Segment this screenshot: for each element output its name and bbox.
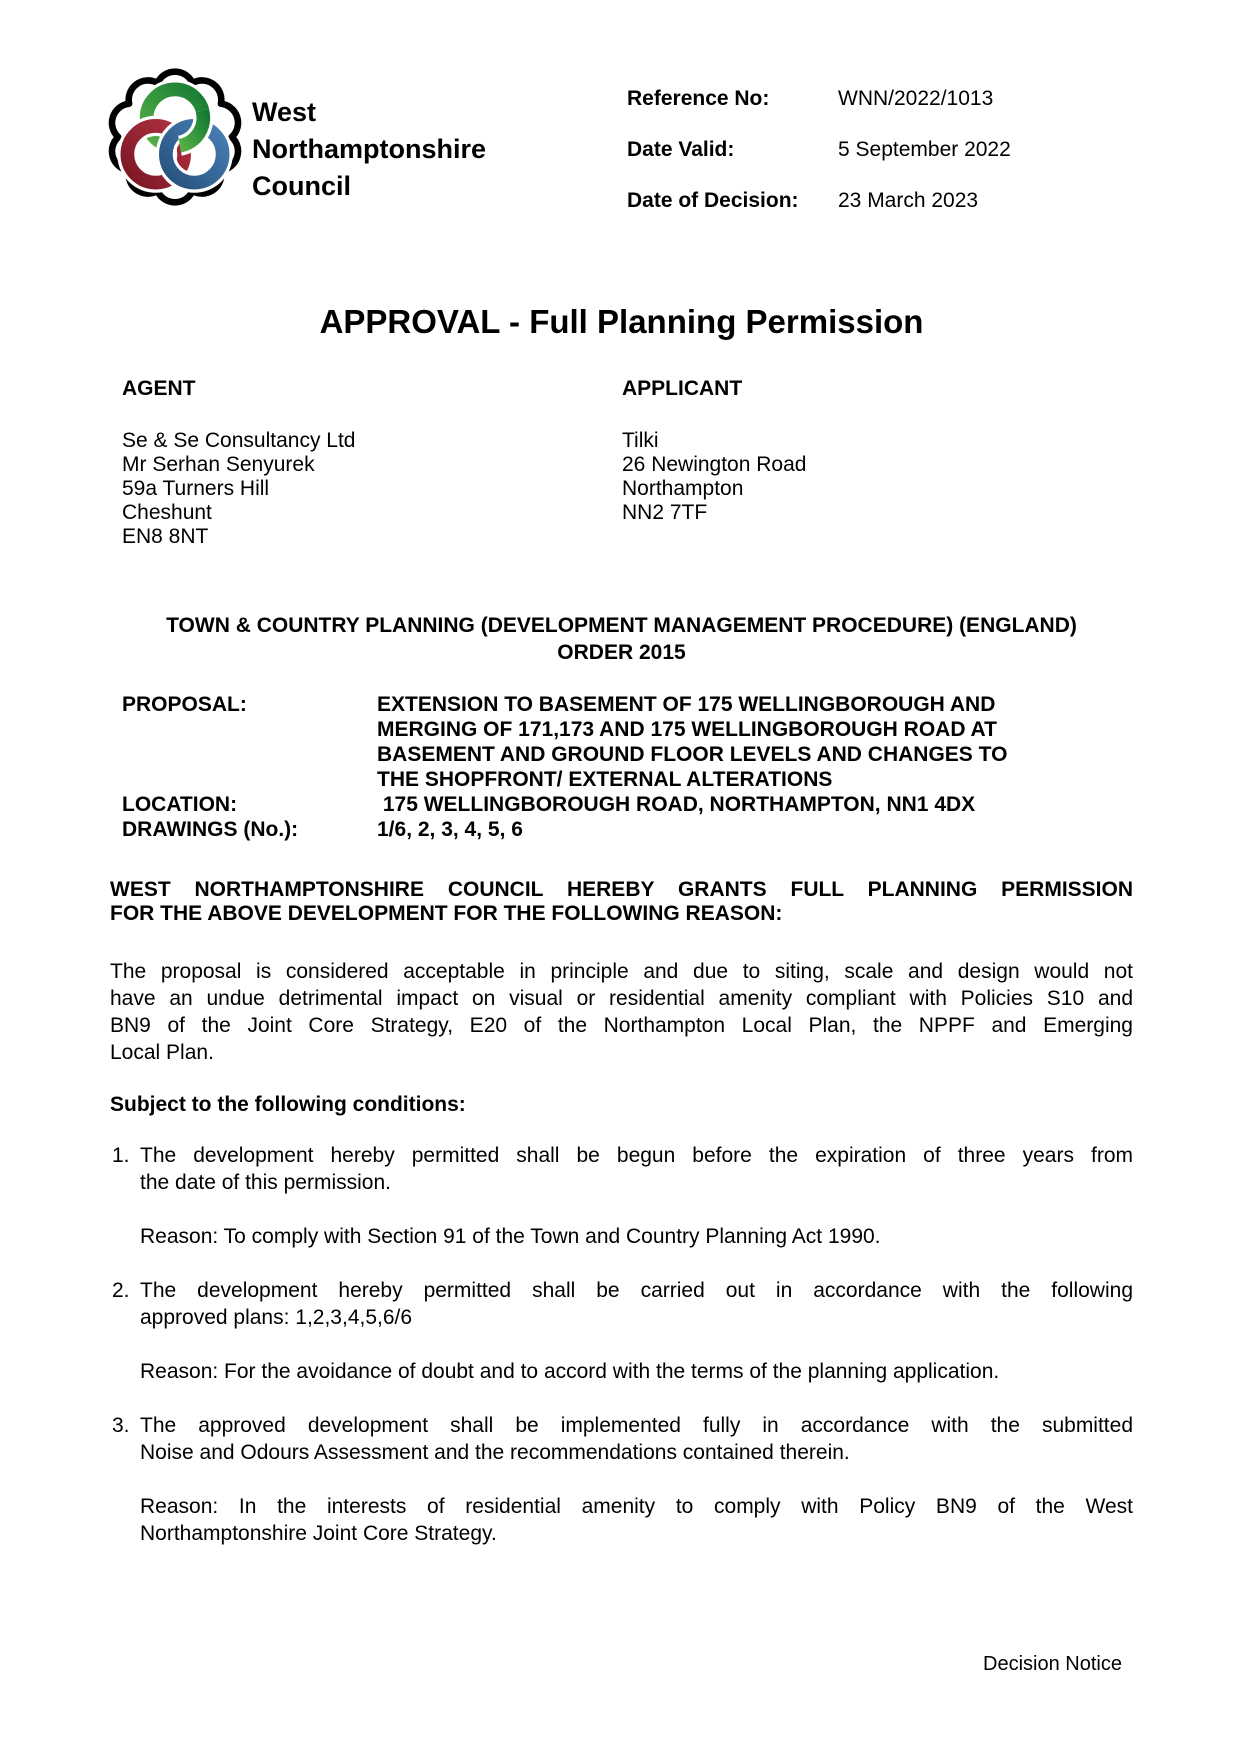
condition-3-reason-indent — [112, 1493, 140, 1547]
approval-reason-line: have an undue detrimental impact on visual or residential amenity compliant with Policies S10 and — [110, 987, 1133, 1010]
footer-document-type: Decision Notice — [983, 1653, 1122, 1675]
condition-3-text — [140, 1412, 1133, 1466]
drawings-label: DRAWINGS (No.): — [122, 818, 299, 841]
condition-1-reason-indent — [112, 1223, 140, 1250]
condition-1-text — [140, 1142, 1133, 1196]
condition-1-reason — [140, 1223, 1133, 1250]
location-value-line: 175 WELLINGBOROUGH ROAD, NORTHAMPTON, NN1 4DX — [377, 793, 976, 816]
location-label: LOCATION: — [122, 793, 238, 816]
statute-heading-line: TOWN & COUNTRY PLANNING (DEVELOPMENT MANAGEMENT PROCEDURE) (ENGLAND) — [166, 614, 1077, 637]
agent-address-line: EN8 8NT — [122, 525, 209, 548]
location-value — [377, 792, 1133, 817]
condition-1-reason-line: Reason: To comply with Section 91 of the Town and Country Planning Act 1990. — [140, 1225, 881, 1248]
council-logo-icon — [104, 60, 246, 210]
applicant-block — [622, 378, 1042, 525]
grant-statement-line: FOR THE ABOVE DEVELOPMENT FOR THE FOLLOWING REASON: — [110, 902, 783, 925]
condition-1-reason-row — [112, 1223, 1133, 1250]
condition-1 — [112, 1142, 1133, 1196]
agent-address — [122, 429, 542, 549]
drawings-value-line: 1/6, 2, 3, 4, 5, 6 — [377, 818, 523, 841]
council-name — [252, 94, 486, 205]
proposal-label: PROPOSAL: — [122, 693, 247, 716]
agent-address-line: 59a Turners Hill — [122, 477, 270, 500]
condition-2-reason — [140, 1358, 1133, 1385]
approval-reason-line: Local Plan. — [110, 1041, 214, 1064]
applicant-address-line: Northampton — [622, 477, 744, 500]
applicant-address-line: NN2 7TF — [622, 501, 708, 524]
condition-2-reason-indent — [112, 1358, 140, 1385]
condition-2-reason-line: Reason: For the avoidance of doubt and to accord with the terms of the planning application. — [140, 1360, 1000, 1383]
statute-heading-line: ORDER 2015 — [557, 641, 686, 664]
drawings-row — [122, 817, 1133, 842]
conditions-heading: Subject to the following conditions: — [110, 1093, 466, 1116]
location-row — [122, 792, 1133, 817]
condition-3-reason — [140, 1493, 1133, 1547]
date-valid-label: Date Valid: — [627, 138, 735, 161]
proposal-value-line: MERGING OF 171,173 AND 175 WELLINGBOROUGH ROAD AT — [377, 718, 997, 741]
condition-2-text — [140, 1277, 1133, 1331]
proposal-value — [377, 692, 1133, 792]
conditions-list — [112, 1142, 1133, 1574]
condition-3-text-line: Noise and Odours Assessment and the recommendations contained therein. — [140, 1441, 850, 1464]
statute-heading — [110, 612, 1133, 666]
condition-3-number: 3. — [112, 1414, 130, 1437]
condition-1-number: 1. — [112, 1144, 130, 1167]
applicant-address-line: 26 Newington Road — [622, 453, 807, 476]
proposal-row — [122, 692, 1133, 792]
agent-heading: AGENT — [122, 377, 196, 400]
application-details — [122, 692, 1133, 842]
condition-3-reason-line: Northamptonshire Joint Core Strategy. — [140, 1522, 497, 1545]
reference-meta-block — [627, 88, 1132, 241]
condition-1-text-line: The development hereby permitted shall be begun before the expiration of three years from — [140, 1144, 1133, 1167]
agent-address-line: Mr Serhan Senyurek — [122, 453, 315, 476]
date-valid-value: 5 September 2022 — [838, 138, 1011, 161]
approval-reason-paragraph — [110, 958, 1133, 1066]
condition-2-reason-row — [112, 1358, 1133, 1385]
condition-3-reason-row — [112, 1493, 1133, 1547]
applicant-heading: APPLICANT — [622, 377, 743, 400]
date-of-decision-row — [627, 190, 1132, 212]
condition-2 — [112, 1277, 1133, 1331]
reference-no-label: Reference No: — [627, 87, 770, 110]
applicant-address — [622, 429, 1042, 525]
reference-no-row — [627, 88, 1132, 110]
condition-2-text-line: The development hereby permitted shall be carried out in accordance with the following — [140, 1279, 1133, 1302]
grant-statement — [110, 878, 1133, 926]
council-name-line: Council — [252, 171, 351, 201]
council-logo-svg — [104, 60, 246, 210]
proposal-value-line: EXTENSION TO BASEMENT OF 175 WELLINGBOROUGH AND — [377, 693, 996, 716]
reference-no-value: WNN/2022/1013 — [838, 87, 994, 110]
approval-reason-line: BN9 of the Joint Core Strategy, E20 of the Northampton Local Plan, the NPPF and Emerging — [110, 1014, 1133, 1037]
condition-2-number: 2. — [112, 1279, 130, 1302]
date-valid-row — [627, 139, 1132, 161]
date-of-decision-value: 23 March 2023 — [838, 189, 979, 212]
council-name-line: Northamptonshire — [252, 134, 487, 164]
date-of-decision-label: Date of Decision: — [627, 189, 799, 212]
agent-address-line: Se & Se Consultancy Ltd — [122, 429, 356, 452]
proposal-value-line: THE SHOPFRONT/ EXTERNAL ALTERATIONS — [377, 768, 833, 791]
agent-block — [122, 378, 542, 549]
condition-3-reason-line: Reason: In the interests of residential amenity to comply with Policy BN9 of the West — [140, 1495, 1133, 1518]
condition-2-text-line: approved plans: 1,2,3,4,5,6/6 — [140, 1306, 413, 1329]
page-title: APPROVAL - Full Planning Permission — [319, 303, 924, 340]
proposal-value-line: BASEMENT AND GROUND FLOOR LEVELS AND CHANGES TO — [377, 743, 1008, 766]
condition-3-text-line: The approved development shall be implemented fully in accordance with the submitted — [140, 1414, 1133, 1437]
applicant-address-line: Tilki — [622, 429, 659, 452]
council-name-line: West — [252, 97, 317, 127]
drawings-value — [377, 817, 1133, 842]
condition-3 — [112, 1412, 1133, 1466]
approval-reason-line: The proposal is considered acceptable in principle and due to siting, scale and design would not — [110, 960, 1133, 983]
grant-statement-line: WEST NORTHAMPTONSHIRE COUNCIL HEREBY GRANTS FULL PLANNING PERMISSION — [110, 878, 1133, 901]
agent-address-line: Cheshunt — [122, 501, 212, 524]
condition-1-text-line: the date of this permission. — [140, 1171, 391, 1194]
